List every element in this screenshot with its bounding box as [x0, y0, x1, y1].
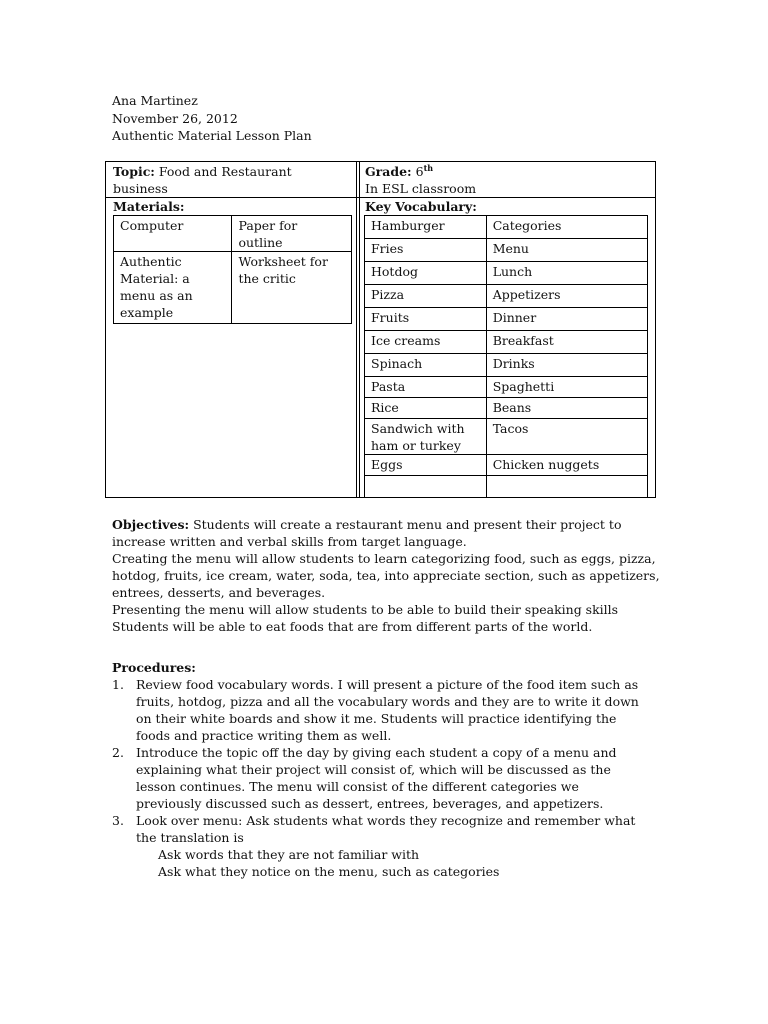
- objectives-label: Objectives:: [112, 517, 190, 532]
- objectives-line: Creating the menu will allow students to learn categorizing food, such as eggs, pizza,: [112, 551, 656, 566]
- vocabulary-cell: Dinner: [486, 308, 647, 331]
- vocabulary-row: [365, 354, 648, 377]
- procedure-line: Introduce the topic off the day by giving each student a copy of a menu and: [136, 745, 617, 760]
- vocabulary-cell: Fries: [365, 239, 487, 262]
- procedure-item: [112, 676, 672, 744]
- vocabulary-cell: Sandwich with ham or turkey: [365, 419, 487, 455]
- procedure-number: 1.: [112, 677, 124, 692]
- vocabulary-cell: Menu: [486, 239, 647, 262]
- vocabulary-cell: [486, 476, 647, 498]
- vocabulary-cell: Eggs: [365, 455, 487, 476]
- topic-value-continued: business: [113, 181, 168, 196]
- materials-cell: Worksheet for the critic: [232, 252, 352, 324]
- vocabulary-cell: Tacos: [486, 419, 647, 455]
- grade-label: Grade:: [365, 164, 412, 179]
- objectives-line: increase written and verbal skills from target language.: [112, 534, 467, 549]
- vocabulary-row: [365, 216, 648, 239]
- procedure-subitem: Ask what they notice on the menu, such as categories: [158, 864, 500, 879]
- materials-row: [114, 216, 352, 252]
- vocabulary-row: [365, 285, 648, 308]
- vocabulary-cell: Drinks: [486, 354, 647, 377]
- vocabulary-cell: Fruits: [365, 308, 487, 331]
- table-divider: [359, 161, 360, 498]
- vocabulary-cell: Beans: [486, 398, 647, 419]
- vocabulary-cell: Spinach: [365, 354, 487, 377]
- objectives-section: [112, 516, 672, 635]
- grade-cell: [365, 163, 476, 197]
- procedure-item: [112, 744, 672, 812]
- document-title: Authentic Material Lesson Plan: [112, 128, 312, 143]
- objectives-line: Presenting the menu will allow students to be able to build their speaking skills: [112, 602, 619, 617]
- procedure-line: previously discussed such as dessert, entrees, beverages, and appetizers.: [136, 796, 604, 811]
- vocabulary-row: [365, 419, 648, 455]
- topic-label: Topic:: [113, 164, 155, 179]
- procedure-line: fruits, hotdog, pizza and all the vocabulary words and they are to write it down: [136, 694, 639, 709]
- topic-value: Food and Restaurant: [158, 164, 292, 179]
- vocabulary-cell: Pizza: [365, 285, 487, 308]
- procedures-label: Procedures:: [112, 660, 196, 675]
- procedure-line: the translation is: [136, 830, 244, 845]
- vocabulary-cell: Appetizers: [486, 285, 647, 308]
- author-name: Ana Martinez: [112, 93, 198, 108]
- vocabulary-table: [364, 215, 648, 498]
- objectives-line: Students will be able to eat foods that are from different parts of the world.: [112, 619, 593, 634]
- materials-row: [114, 252, 352, 324]
- vocabulary-row: [365, 377, 648, 398]
- vocabulary-cell: Hotdog: [365, 262, 487, 285]
- document-header: [112, 92, 312, 145]
- vocabulary-row: [365, 308, 648, 331]
- vocabulary-cell: Spaghetti: [486, 377, 647, 398]
- vocabulary-row: [365, 239, 648, 262]
- procedure-line: Look over menu: Ask students what words they recognize and remember what: [136, 813, 636, 828]
- vocabulary-cell: Hamburger: [365, 216, 487, 239]
- objectives-line: hotdog, fruits, ice cream, water, soda, tea, into appreciate section, such as appetizers,: [112, 568, 660, 583]
- vocabulary-row: [365, 455, 648, 476]
- vocabulary-row: [365, 331, 648, 354]
- vocabulary-cell: Rice: [365, 398, 487, 419]
- vocabulary-cell: Categories: [486, 216, 647, 239]
- objectives-line: entrees, desserts, and beverages.: [112, 585, 326, 600]
- vocabulary-cell: Breakfast: [486, 331, 647, 354]
- procedure-number: 3.: [112, 813, 124, 828]
- grade-value: 6: [415, 164, 424, 179]
- procedure-line: on their white boards and show it me. Students will practice identifying the: [136, 711, 617, 726]
- vocabulary-cell: Ice creams: [365, 331, 487, 354]
- topic-cell: [113, 163, 292, 197]
- procedures-list: [112, 676, 672, 880]
- grade-classroom: In ESL classroom: [365, 181, 477, 196]
- procedure-number: 2.: [112, 745, 124, 760]
- materials-cell: Computer: [114, 216, 232, 252]
- vocabulary-cell: Chicken nuggets: [486, 455, 647, 476]
- table-divider: [356, 161, 357, 498]
- procedure-line: foods and practice writing them as well.: [136, 728, 392, 743]
- vocabulary-row: [365, 398, 648, 419]
- procedure-line: lesson continues. The menu will consist of the different categories we: [136, 779, 579, 794]
- procedure-line: Review food vocabulary words. I will present a picture of the food item such as: [136, 677, 639, 692]
- vocabulary-row: [365, 476, 648, 498]
- document-date: November 26, 2012: [112, 110, 238, 126]
- vocabulary-row: [365, 262, 648, 285]
- vocabulary-cell: Lunch: [486, 262, 647, 285]
- materials-cell: Paper for outline: [232, 216, 352, 252]
- procedure-subitem: Ask words that they are not familiar with: [158, 847, 420, 862]
- materials-cell: Authentic Material: a menu as an example: [114, 252, 232, 324]
- materials-table: [113, 215, 352, 324]
- vocabulary-label: Key Vocabulary:: [365, 199, 477, 214]
- procedure-item: [112, 812, 672, 846]
- procedure-line: explaining what their project will consist of, which will be discussed as the: [136, 762, 611, 777]
- materials-label: Materials:: [113, 199, 185, 214]
- objectives-line: Students will create a restaurant menu and present their project to: [193, 517, 622, 532]
- grade-suffix: th: [423, 162, 434, 173]
- vocabulary-cell: Pasta: [365, 377, 487, 398]
- vocabulary-cell: [365, 476, 487, 498]
